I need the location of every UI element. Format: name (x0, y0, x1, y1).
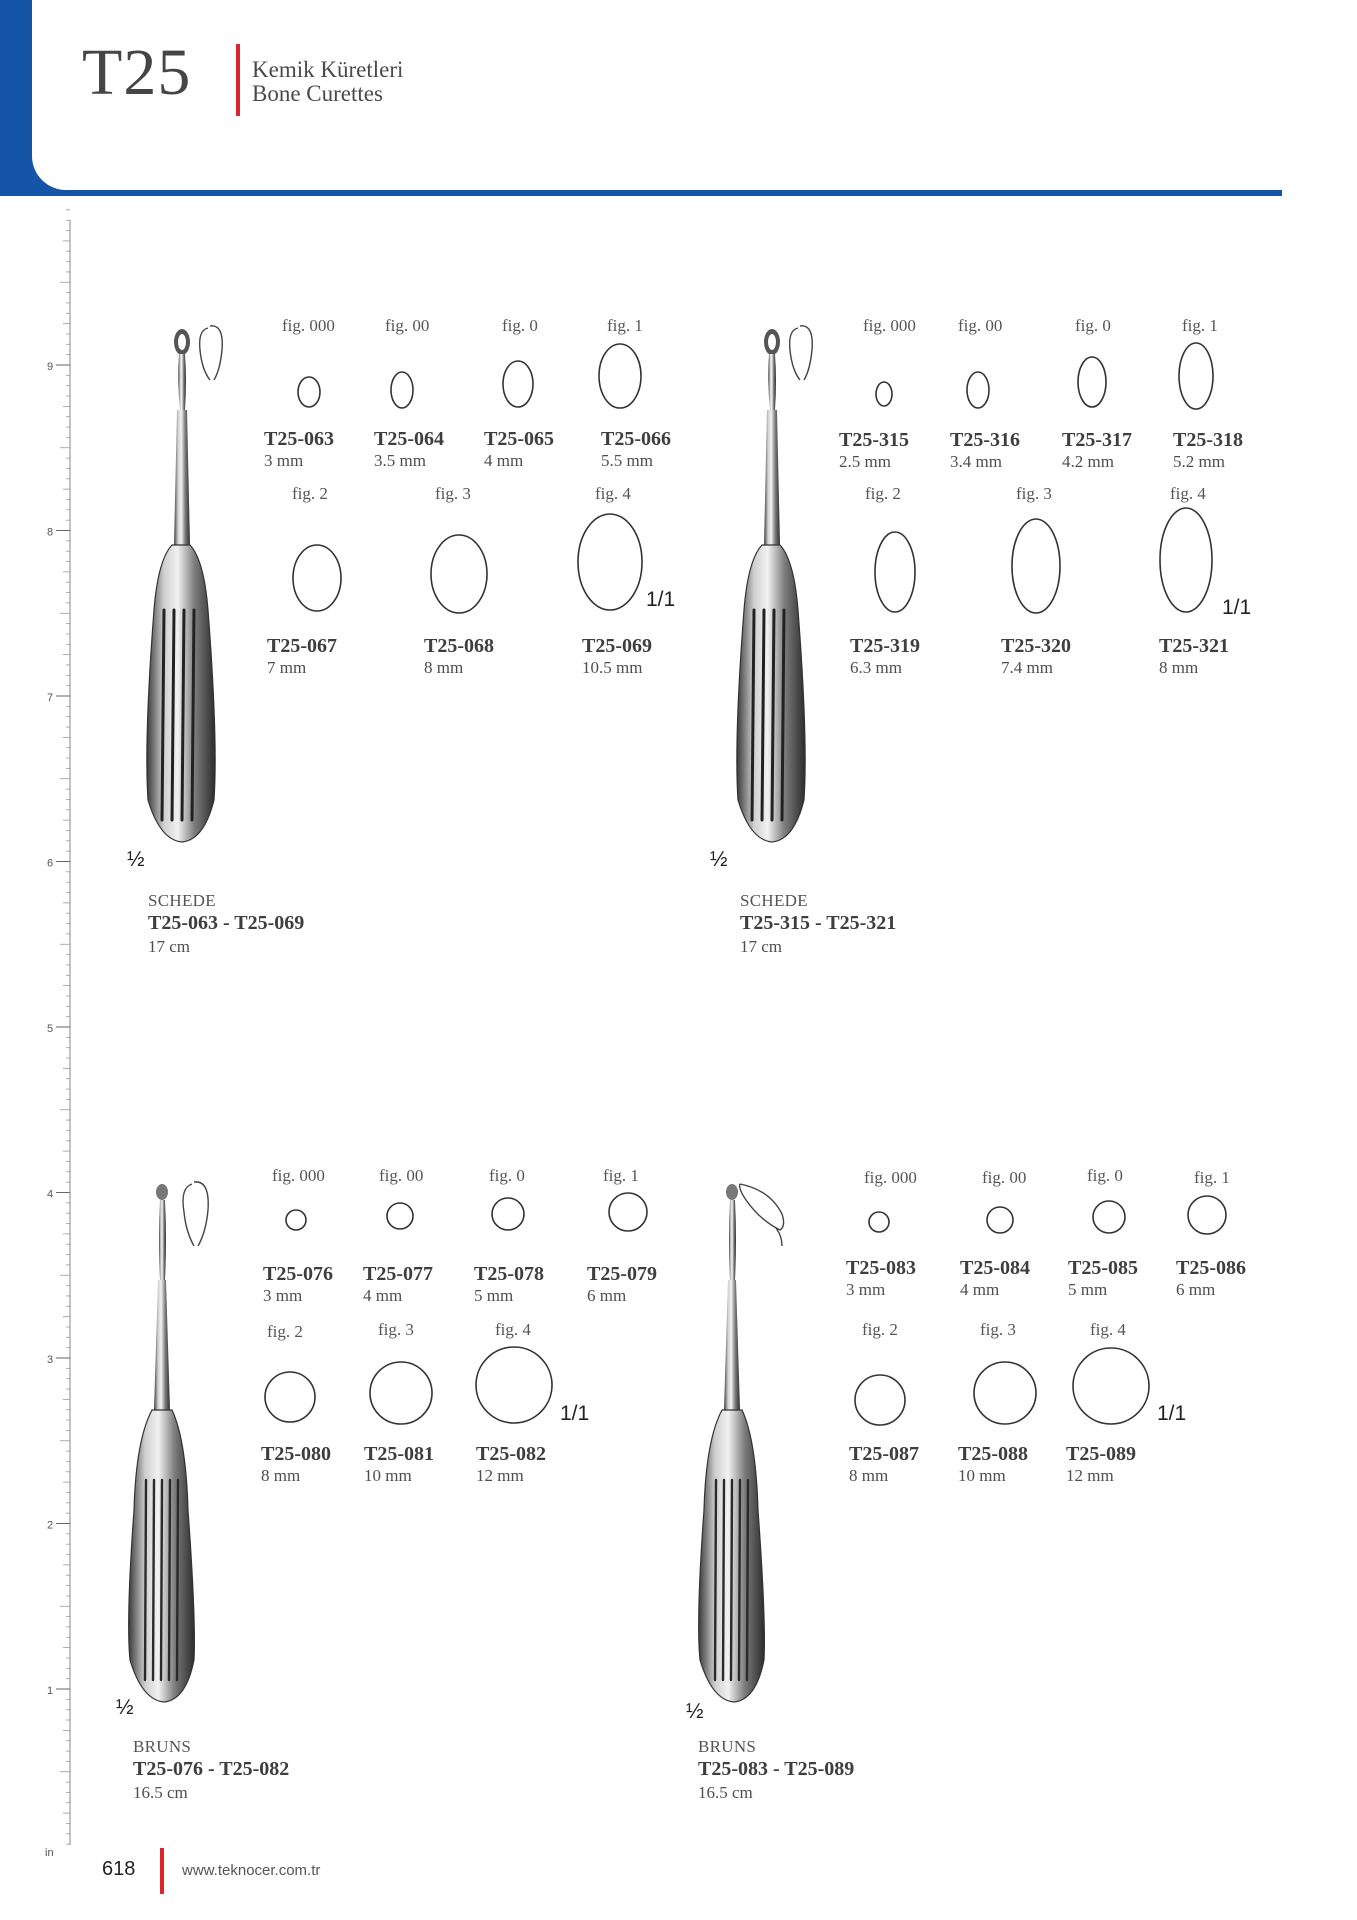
ruler-label: 7 (47, 692, 54, 704)
instrument-length: 16.5 cm (133, 1783, 188, 1803)
product-item (601, 428, 671, 471)
figure-label: fig. 3 (435, 484, 471, 503)
code-range: T25-315 - T25-321 (740, 912, 897, 935)
product-item (1066, 1443, 1136, 1486)
figure-label: fig. 3 (1016, 484, 1052, 503)
tip-outline (368, 1360, 434, 1426)
product-item (582, 635, 652, 678)
ruler-label: 8 (47, 526, 54, 539)
product-code: T25-082 (476, 1443, 546, 1465)
figure-label: fig. 3 (378, 1320, 414, 1339)
curette-illustration (130, 320, 270, 860)
figure-label: fig. 0 (1075, 316, 1111, 335)
figure-label: fig. 1 (603, 1166, 639, 1185)
curette-illustration (690, 1180, 830, 1720)
product-code: T25-319 (850, 635, 920, 657)
figure-label: fig. 0 (1087, 1166, 1123, 1185)
tip-size: 8 mm (849, 1466, 889, 1485)
product-item (263, 1263, 333, 1306)
product-item (476, 1443, 546, 1486)
title-divider (236, 44, 240, 116)
tip-size: 3 mm (263, 1286, 303, 1305)
tip-outline (972, 1360, 1038, 1426)
tip-outline (284, 1208, 308, 1232)
product-code: T25-077 (363, 1263, 433, 1285)
tip-outline (1010, 517, 1062, 615)
tip-outline (873, 530, 917, 614)
code-range: T25-083 - T25-089 (698, 1758, 855, 1781)
tip-size: 4 mm (363, 1286, 403, 1305)
tip-size: 4.2 mm (1062, 452, 1114, 471)
product-item (850, 635, 920, 678)
ruler-label: 4 (47, 1188, 54, 1201)
product-item (1159, 635, 1229, 678)
tip-size: 8 mm (1159, 658, 1199, 677)
product-item (364, 1443, 434, 1486)
figure-scale-label: 1/1 (646, 588, 676, 611)
figure-label: fig. 1 (607, 316, 643, 335)
tip-outline (985, 1205, 1015, 1235)
figure-label: fig. 000 (864, 1168, 917, 1187)
ruler-label: 5 (47, 1023, 54, 1035)
product-item (267, 635, 337, 678)
product-item (424, 635, 494, 678)
tip-outline (607, 1191, 649, 1233)
product-code: T25-078 (474, 1263, 544, 1285)
figure-label: fig. 0 (502, 316, 538, 335)
figure-label: fig. 1 (1182, 316, 1218, 335)
instrument-length: 17 cm (740, 937, 783, 957)
tip-outline (389, 370, 415, 410)
figure-scale-label: 1/1 (560, 1402, 590, 1425)
tip-size: 6 mm (1176, 1280, 1216, 1299)
tip-size: 6.3 mm (850, 658, 902, 677)
tip-outline (1076, 355, 1108, 409)
group-caption (740, 890, 896, 958)
ruler-unit: in (45, 1847, 54, 1859)
product-code: T25-087 (849, 1443, 919, 1465)
curette-illustration (720, 320, 860, 860)
tip-size: 3 mm (264, 451, 304, 470)
product-code: T25-086 (1176, 1257, 1246, 1279)
code-range: T25-076 - T25-082 (133, 1758, 290, 1781)
product-code: T25-084 (960, 1257, 1030, 1279)
tip-size: 5 mm (474, 1286, 514, 1305)
tip-outline (597, 342, 643, 410)
product-item (1068, 1257, 1138, 1300)
group-caption (698, 1736, 854, 1804)
figure-label: fig. 3 (980, 1320, 1016, 1339)
product-item (374, 428, 444, 471)
instrument-length: 17 cm (148, 937, 191, 957)
product-item (587, 1263, 657, 1306)
figure-scale-label: 1/1 (1222, 596, 1252, 619)
product-code: T25-317 (1062, 429, 1132, 451)
product-item (1176, 1257, 1246, 1300)
tip-outline (965, 370, 991, 410)
tip-size: 3.5 mm (374, 451, 426, 470)
figure-label: fig. 4 (1170, 484, 1206, 503)
instrument-name: SCHEDE (740, 891, 808, 910)
figure-label: fig. 0 (489, 1166, 525, 1185)
figure-label: fig. 2 (862, 1320, 898, 1339)
tip-outline (263, 1370, 317, 1424)
tip-size: 12 mm (476, 1466, 524, 1485)
tip-outline (853, 1373, 907, 1427)
tip-size: 5.2 mm (1173, 452, 1225, 471)
group-caption (148, 890, 304, 958)
drawing-scale-label: ½ (710, 848, 728, 871)
product-item (1173, 429, 1243, 472)
header-background (32, 0, 1332, 190)
tip-outline (1091, 1199, 1127, 1235)
tip-outline (490, 1196, 526, 1232)
website-url: www.teknocer.com.tr (182, 1862, 321, 1879)
figure-label: fig. 00 (982, 1168, 1027, 1187)
tip-outline (429, 533, 489, 615)
product-item (363, 1263, 433, 1306)
product-code: T25-063 (264, 428, 334, 450)
product-item (950, 429, 1020, 472)
drawing-scale-label: ½ (686, 1700, 704, 1723)
figure-label: fig. 000 (272, 1166, 325, 1185)
tip-outline (291, 543, 343, 613)
code-range: T25-063 - T25-069 (148, 912, 305, 935)
product-code: T25-066 (601, 428, 671, 450)
figure-label: fig. 00 (958, 316, 1003, 335)
figure-label: fig. 000 (282, 316, 335, 335)
product-code: T25-067 (267, 635, 337, 657)
product-code: T25-064 (374, 428, 444, 450)
ruler-label: 2 (47, 1519, 54, 1532)
instrument-name: BRUNS (133, 1737, 192, 1756)
tip-size: 7 mm (267, 658, 307, 677)
tip-size: 7.4 mm (1001, 658, 1053, 677)
product-code: T25-315 (839, 429, 909, 451)
product-code: T25-321 (1159, 635, 1229, 657)
tip-outline (1186, 1194, 1228, 1236)
tip-size: 5 mm (1068, 1280, 1108, 1299)
product-code: T25-079 (587, 1263, 657, 1285)
product-code: T25-081 (364, 1443, 434, 1465)
drawing-scale-label: ½ (127, 848, 145, 871)
title-english: Bone Curettes (252, 81, 383, 106)
product-code: T25-076 (263, 1263, 333, 1285)
product-code: T25-083 (846, 1257, 916, 1279)
tip-size: 10 mm (958, 1466, 1006, 1485)
ruler-label: 3 (47, 1354, 54, 1366)
ruler-label: 9 (47, 361, 54, 373)
tip-outline (385, 1201, 415, 1231)
tip-outline (296, 375, 322, 409)
ruler-label: 6 (47, 857, 54, 870)
product-code: T25-085 (1068, 1257, 1138, 1279)
figure-label: fig. 4 (495, 1320, 531, 1339)
curette-illustration (120, 1180, 260, 1720)
product-item (484, 428, 554, 471)
tip-size: 3 mm (846, 1280, 886, 1299)
product-code: T25-080 (261, 1443, 331, 1465)
product-code: T25-069 (582, 635, 652, 657)
tip-outline (474, 1345, 554, 1425)
product-code: T25-068 (424, 635, 494, 657)
tip-outline (1071, 1346, 1151, 1426)
product-item (960, 1257, 1030, 1300)
figure-label: fig. 2 (267, 1322, 303, 1341)
figure-label: fig. 1 (1194, 1168, 1230, 1187)
tip-size: 10.5 mm (582, 658, 643, 677)
figure-label: fig. 4 (1090, 1320, 1126, 1339)
product-item (261, 1443, 331, 1486)
product-item (264, 428, 334, 471)
figure-label: fig. 4 (595, 484, 631, 503)
tip-size: 2.5 mm (839, 452, 891, 471)
tip-size: 8 mm (424, 658, 464, 677)
product-item (839, 429, 909, 472)
tip-outline (1177, 341, 1215, 411)
tip-size: 4 mm (484, 451, 524, 470)
instrument-length: 16.5 cm (698, 1783, 753, 1803)
tip-outline (576, 512, 644, 612)
tip-outline (874, 380, 894, 408)
ruler-label: 1 (47, 1685, 54, 1697)
figure-label: fig. 2 (292, 484, 328, 503)
product-code: T25-089 (1066, 1443, 1136, 1465)
figure-label: fig. 000 (863, 316, 916, 335)
tip-outline (1158, 506, 1214, 614)
product-code: T25-318 (1173, 429, 1243, 451)
tip-size: 3.4 mm (950, 452, 1002, 471)
measuring-ruler (0, 0, 80, 1920)
figure-scale-label: 1/1 (1157, 1402, 1187, 1425)
drawing-scale-label: ½ (116, 1696, 134, 1719)
product-item (958, 1443, 1028, 1486)
product-item (846, 1257, 916, 1300)
product-item (1062, 429, 1132, 472)
tip-size: 4 mm (960, 1280, 1000, 1299)
product-item (1001, 635, 1071, 678)
section-code: T25 (82, 36, 192, 109)
footer-divider (160, 1848, 164, 1894)
tip-size: 5.5 mm (601, 451, 653, 470)
tip-size: 6 mm (587, 1286, 627, 1305)
tip-size: 8 mm (261, 1466, 301, 1485)
product-item (849, 1443, 919, 1486)
product-item (474, 1263, 544, 1306)
product-code: T25-088 (958, 1443, 1028, 1465)
page-number: 618 (102, 1858, 136, 1880)
product-code: T25-320 (1001, 635, 1071, 657)
group-caption (133, 1736, 289, 1804)
product-code: T25-065 (484, 428, 554, 450)
tip-size: 10 mm (364, 1466, 412, 1485)
tip-outline (501, 359, 535, 409)
instrument-name: SCHEDE (148, 891, 216, 910)
figure-label: fig. 00 (385, 316, 430, 335)
tip-size: 12 mm (1066, 1466, 1114, 1485)
figure-label: fig. 00 (379, 1166, 424, 1185)
instrument-name: BRUNS (698, 1737, 757, 1756)
product-code: T25-316 (950, 429, 1020, 451)
title-turkish: Kemik Küretleri (252, 57, 404, 82)
figure-label: fig. 2 (865, 484, 901, 503)
tip-outline (867, 1210, 891, 1234)
header-underline (60, 190, 1282, 196)
